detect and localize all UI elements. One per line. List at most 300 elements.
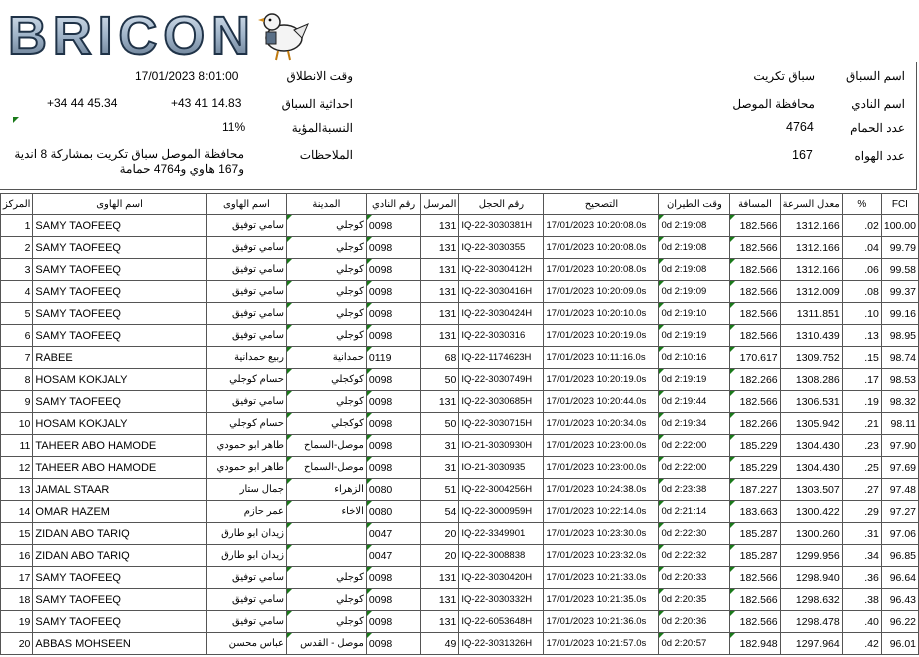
fci-cell: 100.00 <box>881 215 918 237</box>
correction-cell: 17/01/2023 10:22:14.0s <box>544 501 659 523</box>
flight-time-cell: 0d 2:19:44 <box>659 391 730 413</box>
correction-cell: 17/01/2023 10:20:19.0s <box>544 369 659 391</box>
sent-cell: 68 <box>421 347 459 369</box>
flight-time-cell: 0d 2:19:19 <box>659 325 730 347</box>
city-cell: موصل-السماح <box>286 457 366 479</box>
fci-cell: 97.90 <box>881 435 918 457</box>
percent-cell: .38 <box>842 589 881 611</box>
fci-cell: 98.32 <box>881 391 918 413</box>
ring-number-cell: IQ-22-3030685H <box>459 391 544 413</box>
results-table <box>0 193 919 655</box>
correction-cell: 17/01/2023 10:24:38.0s <box>544 479 659 501</box>
fancier-name-cell: ZIDAN ABO TARIQ <box>33 545 206 567</box>
table-row <box>1 479 919 501</box>
fancier-ar-name-cell: زيدان ابو طارق <box>206 523 286 545</box>
table-row <box>1 633 919 655</box>
distance-cell: 182.566 <box>730 567 780 589</box>
sent-cell: 49 <box>421 633 459 655</box>
club-number-cell: 0098 <box>366 391 420 413</box>
distance-cell: 182.566 <box>730 589 780 611</box>
table-row <box>1 237 919 259</box>
distance-cell: 185.287 <box>730 545 780 567</box>
pigeons-count-value: 4764 <box>786 120 814 134</box>
correction-cell: 17/01/2023 10:20:09.0s <box>544 281 659 303</box>
city-cell <box>286 545 366 567</box>
flight-time-cell: 0d 2:19:10 <box>659 303 730 325</box>
col-distance: المسافة <box>730 194 780 215</box>
notes-label: الملاحظات <box>299 148 353 162</box>
fancier-name-cell: SAMY TAOFEEQ <box>33 567 206 589</box>
fancier-name-cell: HOSAM KOKJALY <box>33 369 206 391</box>
flight-time-cell: 0d 2:22:00 <box>659 435 730 457</box>
position-cell: 10 <box>1 413 33 435</box>
percent-cell: .06 <box>842 259 881 281</box>
col-flight-time: وقت الطيران <box>659 194 730 215</box>
distance-cell: 182.566 <box>730 215 780 237</box>
club-number-cell: 0098 <box>366 281 420 303</box>
fancier-name-cell: SAMY TAOFEEQ <box>33 589 206 611</box>
fancier-name-cell: SAMY TAOFEEQ <box>33 391 206 413</box>
city-cell: كوجلي <box>286 281 366 303</box>
city-cell: الاخاء <box>286 501 366 523</box>
fci-cell: 99.58 <box>881 259 918 281</box>
flight-time-cell: 0d 2:19:09 <box>659 281 730 303</box>
flight-time-cell: 0d 2:22:00 <box>659 457 730 479</box>
col-fancier-name-ar: اسم الهاوى <box>206 194 286 215</box>
coord-lat: +43 41 14.83 <box>171 96 242 110</box>
position-cell: 5 <box>1 303 33 325</box>
ring-number-cell: IQ-22-6053648H <box>459 611 544 633</box>
col-fancier-name-en: اسم الهاوى <box>33 194 206 215</box>
fancier-ar-name-cell: سامي توفيق <box>206 589 286 611</box>
correction-cell: 17/01/2023 10:20:19.0s <box>544 325 659 347</box>
ring-number-cell: IQ-22-3030715H <box>459 413 544 435</box>
table-row <box>1 325 919 347</box>
speed-cell: 1312.166 <box>780 259 842 281</box>
fancier-name-cell: TAHEER ABO HAMODE <box>33 435 206 457</box>
green-marker <box>13 117 19 123</box>
fancier-ar-name-cell: حسام كوجلي <box>206 413 286 435</box>
fancier-ar-name-cell: سامي توفيق <box>206 391 286 413</box>
position-cell: 14 <box>1 501 33 523</box>
ring-number-cell: IQ-22-3030355 <box>459 237 544 259</box>
fancier-name-cell: TAHEER ABO HAMODE <box>33 457 206 479</box>
fancier-name-cell: JAMAL STAAR <box>33 479 206 501</box>
percent-label: النسبةالمؤية <box>291 121 353 135</box>
sent-cell: 131 <box>421 611 459 633</box>
distance-cell: 182.566 <box>730 281 780 303</box>
ring-number-cell: IQ-22-1174623H <box>459 347 544 369</box>
percent-value: 11% <box>222 120 246 134</box>
fancier-ar-name-cell: طاهر ابو حمودي <box>206 457 286 479</box>
speed-cell: 1309.752 <box>780 347 842 369</box>
table-row <box>1 391 919 413</box>
position-cell: 18 <box>1 589 33 611</box>
pigeons-count-label: عدد الحمام <box>850 121 905 135</box>
distance-cell: 182.566 <box>730 391 780 413</box>
correction-cell: 17/01/2023 10:21:35.0s <box>544 589 659 611</box>
club-number-cell: 0098 <box>366 567 420 589</box>
city-cell: كوجلي <box>286 259 366 281</box>
city-cell: كوجلي <box>286 589 366 611</box>
club-name-label: اسم النادي <box>851 97 905 111</box>
city-cell: كوجلي <box>286 391 366 413</box>
fci-cell: 99.37 <box>881 281 918 303</box>
city-cell: كوكجلي <box>286 369 366 391</box>
fancier-ar-name-cell: ربيع حمدانية <box>206 347 286 369</box>
coord-lon: +34 44 45.34 <box>47 96 118 110</box>
city-cell: كوجلي <box>286 215 366 237</box>
position-cell: 4 <box>1 281 33 303</box>
correction-cell: 17/01/2023 10:21:33.0s <box>544 567 659 589</box>
fancier-name-cell: SAMY TAOFEEQ <box>33 325 206 347</box>
percent-cell: .19 <box>842 391 881 413</box>
correction-cell: 17/01/2023 10:23:00.0s <box>544 457 659 479</box>
flight-time-cell: 0d 2:19:08 <box>659 259 730 281</box>
fancier-ar-name-cell: عمر حازم <box>206 501 286 523</box>
club-number-cell: 0098 <box>366 325 420 347</box>
distance-cell: 183.663 <box>730 501 780 523</box>
correction-cell: 17/01/2023 10:20:44.0s <box>544 391 659 413</box>
start-time-value: 17/01/2023 8:01:00 <box>135 69 239 83</box>
flight-time-cell: 0d 2:20:36 <box>659 611 730 633</box>
fancier-ar-name-cell: سامي توفيق <box>206 215 286 237</box>
speed-cell: 1298.632 <box>780 589 842 611</box>
table-row <box>1 347 919 369</box>
club-number-cell: 0080 <box>366 501 420 523</box>
speed-cell: 1297.964 <box>780 633 842 655</box>
fancier-ar-name-cell: سامي توفيق <box>206 567 286 589</box>
col-percent: % <box>842 194 881 215</box>
col-city: المدينة <box>286 194 366 215</box>
position-cell: 16 <box>1 545 33 567</box>
ring-number-cell: IQ-22-3030381H <box>459 215 544 237</box>
fci-cell: 99.16 <box>881 303 918 325</box>
fancier-name-cell: SAMY TAOFEEQ <box>33 237 206 259</box>
speed-cell: 1300.260 <box>780 523 842 545</box>
city-cell: حمدانية <box>286 347 366 369</box>
fancier-name-cell: SAMY TAOFEEQ <box>33 611 206 633</box>
flight-time-cell: 0d 2:20:57 <box>659 633 730 655</box>
city-cell: كوجلي <box>286 567 366 589</box>
ring-number-cell: IQ-22-3000959H <box>459 501 544 523</box>
club-name-value: محافظة الموصل <box>732 97 815 111</box>
table-row <box>1 501 919 523</box>
speed-cell: 1299.956 <box>780 545 842 567</box>
percent-cell: .40 <box>842 611 881 633</box>
sent-cell: 31 <box>421 435 459 457</box>
col-correction: التصحيح <box>544 194 659 215</box>
club-number-cell: 0098 <box>366 589 420 611</box>
col-sent: المرسل <box>421 194 459 215</box>
city-cell: موصل - القدس <box>286 633 366 655</box>
fancier-name-cell: SAMY TAOFEEQ <box>33 259 206 281</box>
distance-cell: 182.266 <box>730 413 780 435</box>
fci-cell: 98.95 <box>881 325 918 347</box>
fci-cell: 98.74 <box>881 347 918 369</box>
table-row <box>1 523 919 545</box>
table-row <box>1 457 919 479</box>
percent-cell: .34 <box>842 545 881 567</box>
start-time-label: وقت الانطلاق <box>286 69 353 83</box>
table-row <box>1 545 919 567</box>
ring-number-cell: IO-21-3030935 <box>459 457 544 479</box>
speed-cell: 1304.430 <box>780 457 842 479</box>
fancier-ar-name-cell: سامي توفيق <box>206 303 286 325</box>
position-cell: 3 <box>1 259 33 281</box>
ring-number-cell: IQ-22-3030332H <box>459 589 544 611</box>
percent-cell: .04 <box>842 237 881 259</box>
city-cell: كوجلي <box>286 611 366 633</box>
percent-cell: .02 <box>842 215 881 237</box>
table-header-row <box>1 194 919 215</box>
col-speed: معدل السرعة <box>780 194 842 215</box>
fci-cell: 96.22 <box>881 611 918 633</box>
distance-cell: 170.617 <box>730 347 780 369</box>
correction-cell: 17/01/2023 10:21:36.0s <box>544 611 659 633</box>
fancier-ar-name-cell: سامي توفيق <box>206 237 286 259</box>
percent-cell: .25 <box>842 457 881 479</box>
fci-cell: 97.48 <box>881 479 918 501</box>
position-cell: 2 <box>1 237 33 259</box>
position-cell: 11 <box>1 435 33 457</box>
position-cell: 15 <box>1 523 33 545</box>
table-row <box>1 259 919 281</box>
speed-cell: 1300.422 <box>780 501 842 523</box>
position-cell: 12 <box>1 457 33 479</box>
correction-cell: 17/01/2023 10:20:34.0s <box>544 413 659 435</box>
fancier-name-cell: HOSAM KOKJALY <box>33 413 206 435</box>
ring-number-cell: IQ-22-3349901 <box>459 523 544 545</box>
col-ring-number: رقم الحجل <box>459 194 544 215</box>
flight-time-cell: 0d 2:20:33 <box>659 567 730 589</box>
col-fci: FCI <box>881 194 918 215</box>
flight-time-cell: 0d 2:10:16 <box>659 347 730 369</box>
club-number-cell: 0098 <box>366 303 420 325</box>
ring-number-cell: IQ-22-3030420H <box>459 567 544 589</box>
table-row <box>1 413 919 435</box>
speed-cell: 1311.851 <box>780 303 842 325</box>
club-number-cell: 0047 <box>366 523 420 545</box>
fancier-name-cell: SAMY TAOFEEQ <box>33 215 206 237</box>
sent-cell: 131 <box>421 325 459 347</box>
sent-cell: 131 <box>421 303 459 325</box>
flight-time-cell: 0d 2:19:08 <box>659 237 730 259</box>
speed-cell: 1312.009 <box>780 281 842 303</box>
fancier-ar-name-cell: سامي توفيق <box>206 611 286 633</box>
club-number-cell: 0098 <box>366 457 420 479</box>
club-number-cell: 0098 <box>366 237 420 259</box>
club-number-cell: 0080 <box>366 479 420 501</box>
fci-cell: 97.69 <box>881 457 918 479</box>
flight-time-cell: 0d 2:19:19 <box>659 369 730 391</box>
ring-number-cell: IQ-22-3030749H <box>459 369 544 391</box>
fancier-name-cell: ZIDAN ABO TARIQ <box>33 523 206 545</box>
correction-cell: 17/01/2023 10:11:16.0s <box>544 347 659 369</box>
ring-number-cell: IQ-22-3030316 <box>459 325 544 347</box>
club-number-cell: 0098 <box>366 435 420 457</box>
sent-cell: 131 <box>421 215 459 237</box>
fci-cell: 96.01 <box>881 633 918 655</box>
fci-cell: 99.79 <box>881 237 918 259</box>
speed-cell: 1312.166 <box>780 237 842 259</box>
distance-cell: 182.948 <box>730 633 780 655</box>
speed-cell: 1312.166 <box>780 215 842 237</box>
sent-cell: 131 <box>421 589 459 611</box>
position-cell: 20 <box>1 633 33 655</box>
distance-cell: 182.566 <box>730 259 780 281</box>
club-number-cell: 0098 <box>366 413 420 435</box>
speed-cell: 1308.286 <box>780 369 842 391</box>
fci-cell: 98.11 <box>881 413 918 435</box>
fci-cell: 98.53 <box>881 369 918 391</box>
club-number-cell: 0098 <box>366 633 420 655</box>
fancier-name-cell: ABBAS MOHSEEN <box>33 633 206 655</box>
city-cell: كوجلي <box>286 303 366 325</box>
club-number-cell: 0098 <box>366 369 420 391</box>
coords-label: احداثية السباق <box>281 97 353 111</box>
speed-cell: 1298.478 <box>780 611 842 633</box>
distance-cell: 187.227 <box>730 479 780 501</box>
flight-time-cell: 0d 2:21:14 <box>659 501 730 523</box>
position-cell: 1 <box>1 215 33 237</box>
sent-cell: 20 <box>421 545 459 567</box>
fanciers-count-label: عدد الهواه <box>854 149 905 163</box>
speed-cell: 1310.439 <box>780 325 842 347</box>
distance-cell: 185.229 <box>730 435 780 457</box>
fancier-ar-name-cell: سامي توفيق <box>206 325 286 347</box>
table-row <box>1 281 919 303</box>
race-name-value: سباق تكريت <box>753 69 815 83</box>
percent-cell: .08 <box>842 281 881 303</box>
correction-cell: 17/01/2023 10:23:32.0s <box>544 545 659 567</box>
correction-cell: 17/01/2023 10:23:00.0s <box>544 435 659 457</box>
flight-time-cell: 0d 2:23:38 <box>659 479 730 501</box>
position-cell: 7 <box>1 347 33 369</box>
ring-number-cell: IQ-22-3031326H <box>459 633 544 655</box>
table-row <box>1 567 919 589</box>
ring-number-cell: IQ-22-3030416H <box>459 281 544 303</box>
fancier-ar-name-cell: عباس محسن <box>206 633 286 655</box>
fancier-name-cell: RABEE <box>33 347 206 369</box>
percent-cell: .23 <box>842 435 881 457</box>
correction-cell: 17/01/2023 10:20:10.0s <box>544 303 659 325</box>
race-name-label: اسم السباق <box>846 69 905 83</box>
distance-cell: 185.287 <box>730 523 780 545</box>
position-cell: 19 <box>1 611 33 633</box>
flight-time-cell: 0d 2:22:30 <box>659 523 730 545</box>
correction-cell: 17/01/2023 10:20:08.0s <box>544 237 659 259</box>
city-cell <box>286 523 366 545</box>
city-cell: كوجلي <box>286 325 366 347</box>
correction-cell: 17/01/2023 10:21:57.0s <box>544 633 659 655</box>
flight-time-cell: 0d 2:19:34 <box>659 413 730 435</box>
fancier-name-cell: OMAR HAZEM <box>33 501 206 523</box>
sent-cell: 131 <box>421 391 459 413</box>
city-cell: كوكجلي <box>286 413 366 435</box>
correction-cell: 17/01/2023 10:23:30.0s <box>544 523 659 545</box>
fci-cell: 96.43 <box>881 589 918 611</box>
flight-time-cell: 0d 2:22:32 <box>659 545 730 567</box>
sent-cell: 51 <box>421 479 459 501</box>
percent-cell: .31 <box>842 523 881 545</box>
position-cell: 6 <box>1 325 33 347</box>
ring-number-cell: IQ-22-3030424H <box>459 303 544 325</box>
percent-cell: .27 <box>842 479 881 501</box>
percent-cell: .13 <box>842 325 881 347</box>
club-number-cell: 0098 <box>366 259 420 281</box>
sent-cell: 50 <box>421 369 459 391</box>
distance-cell: 182.566 <box>730 325 780 347</box>
distance-cell: 182.266 <box>730 369 780 391</box>
sent-cell: 20 <box>421 523 459 545</box>
speed-cell: 1303.507 <box>780 479 842 501</box>
correction-cell: 17/01/2023 10:20:08.0s <box>544 259 659 281</box>
speed-cell: 1306.531 <box>780 391 842 413</box>
correction-cell: 17/01/2023 10:20:08.0s <box>544 215 659 237</box>
position-cell: 17 <box>1 567 33 589</box>
sent-cell: 131 <box>421 259 459 281</box>
distance-cell: 182.566 <box>730 611 780 633</box>
flight-time-cell: 0d 2:20:35 <box>659 589 730 611</box>
city-cell: موصل-السماح <box>286 435 366 457</box>
fci-cell: 96.85 <box>881 545 918 567</box>
sent-cell: 54 <box>421 501 459 523</box>
speed-cell: 1298.940 <box>780 567 842 589</box>
speed-cell: 1304.430 <box>780 435 842 457</box>
ring-number-cell: IQ-22-3030412H <box>459 259 544 281</box>
club-number-cell: 0047 <box>366 545 420 567</box>
percent-cell: .17 <box>842 369 881 391</box>
fci-cell: 96.64 <box>881 567 918 589</box>
table-row <box>1 611 919 633</box>
club-number-cell: 0098 <box>366 611 420 633</box>
table-row <box>1 589 919 611</box>
col-position: المركز <box>1 194 33 215</box>
position-cell: 13 <box>1 479 33 501</box>
speed-cell: 1305.942 <box>780 413 842 435</box>
fancier-ar-name-cell: سامي توفيق <box>206 281 286 303</box>
fci-cell: 97.06 <box>881 523 918 545</box>
percent-cell: .15 <box>842 347 881 369</box>
percent-cell: .10 <box>842 303 881 325</box>
ring-number-cell: IQ-22-3008838 <box>459 545 544 567</box>
fancier-ar-name-cell: جمال ستار <box>206 479 286 501</box>
table-row <box>1 215 919 237</box>
notes-value: محافظة الموصل سباق تكريت بمشاركة 8 اندية و167 هاوي و4764 حمامة <box>14 147 244 176</box>
percent-cell: .29 <box>842 501 881 523</box>
percent-cell: .36 <box>842 567 881 589</box>
table-row <box>1 435 919 457</box>
percent-cell: .21 <box>842 413 881 435</box>
sent-cell: 31 <box>421 457 459 479</box>
fancier-ar-name-cell: سامي توفيق <box>206 259 286 281</box>
sent-cell: 131 <box>421 237 459 259</box>
fancier-ar-name-cell: زيدان ابو طارق <box>206 545 286 567</box>
fancier-ar-name-cell: طاهر ابو حمودي <box>206 435 286 457</box>
table-row <box>1 369 919 391</box>
fanciers-count-value: 167 <box>792 148 813 162</box>
position-cell: 9 <box>1 391 33 413</box>
svg-text:BRICON: BRICON <box>8 6 253 62</box>
table-row <box>1 303 919 325</box>
ring-number-cell: IQ-22-3004256H <box>459 479 544 501</box>
position-cell: 8 <box>1 369 33 391</box>
results-body <box>1 215 919 655</box>
sent-cell: 131 <box>421 281 459 303</box>
bricon-logo <box>6 4 311 62</box>
city-cell: الزهراء <box>286 479 366 501</box>
